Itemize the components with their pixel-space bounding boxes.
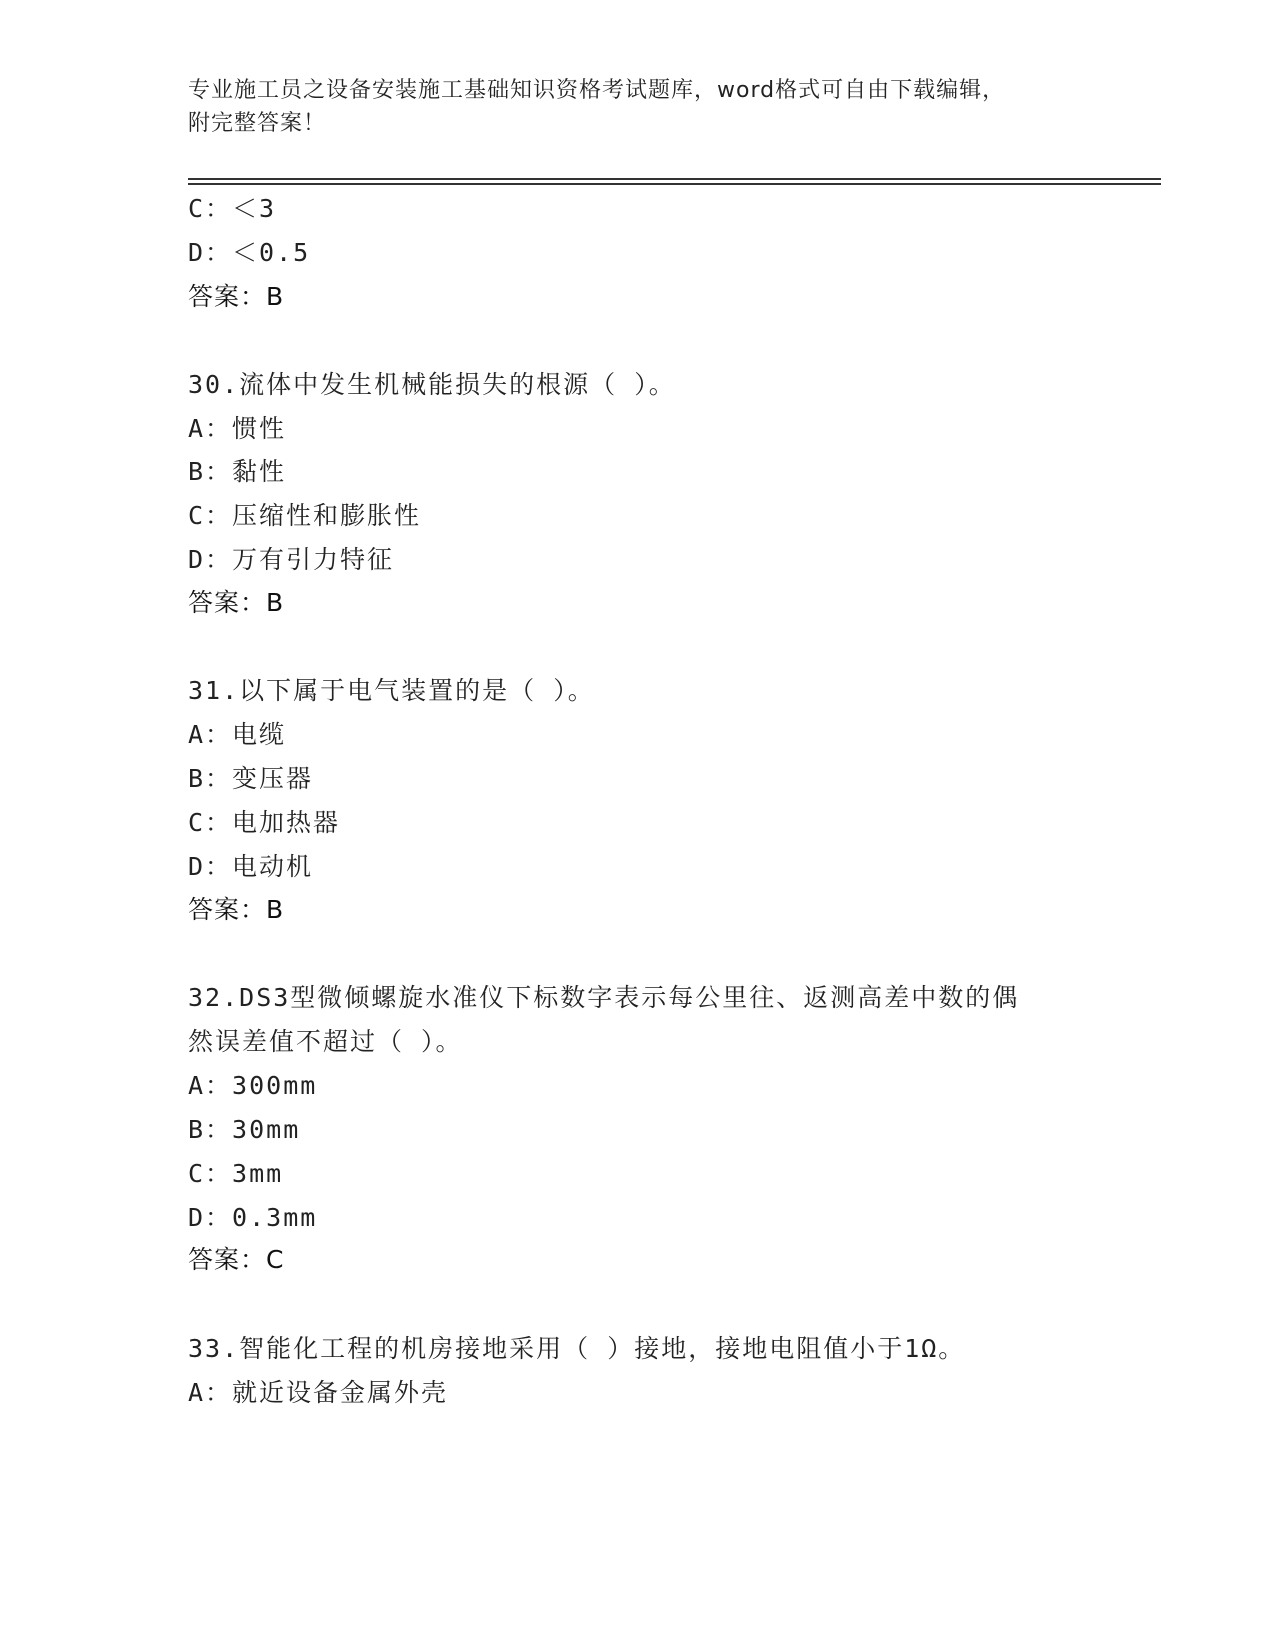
q32-option-a: A：300mm xyxy=(188,1071,318,1100)
q30-option-c: C：压缩性和膨胀性 xyxy=(188,501,422,530)
q32-question-line-2: 然误差值不超过（ ）。 xyxy=(188,1027,463,1056)
q31-option-c: C：电加热器 xyxy=(188,808,341,837)
q30-question: 30.流体中发生机械能损失的根源（ ）。 xyxy=(188,370,676,399)
q29-option-d: D：＜0.5 xyxy=(188,238,311,267)
q32-option-d: D：0.3mm xyxy=(188,1203,318,1232)
q32-answer: 答案：C xyxy=(188,1245,285,1274)
document-header xyxy=(188,74,1088,140)
header-divider-top xyxy=(188,178,1161,180)
q30-option-b: B：黏性 xyxy=(188,457,287,486)
q31-option-b: B：变压器 xyxy=(188,764,314,793)
header-line-1: 专业施工员之设备安装施工基础知识资格考试题库，word格式可自由下载编辑， xyxy=(188,78,1006,103)
q30-option-d: D：万有引力特征 xyxy=(188,545,395,574)
q33-question: 33.智能化工程的机房接地采用（ ）接地，接地电阻值小于1Ω。 xyxy=(188,1334,966,1363)
q30-answer: 答案：B xyxy=(188,588,285,617)
q31-answer: 答案：B xyxy=(188,895,285,924)
q31-option-a: A：电缆 xyxy=(188,720,287,749)
q32-option-c: C：3mm xyxy=(188,1159,284,1188)
q33-option-a: A：就近设备金属外壳 xyxy=(188,1378,449,1407)
q29-option-c: C：＜3 xyxy=(188,194,277,223)
q31-question: 31.以下属于电气装置的是（ ）。 xyxy=(188,676,595,705)
q29-answer: 答案：B xyxy=(188,282,285,311)
header-line-2: 附完整答案！ xyxy=(188,111,327,136)
q31-option-d: D：电动机 xyxy=(188,852,314,881)
header-divider-bottom xyxy=(188,183,1161,185)
q32-option-b: B：30mm xyxy=(188,1115,301,1144)
q32-question-line-1: 32.DS3型微倾螺旋水准仪下标数字表示每公里往、返测高差中数的偶 xyxy=(188,983,1020,1012)
q30-option-a: A：惯性 xyxy=(188,414,287,443)
